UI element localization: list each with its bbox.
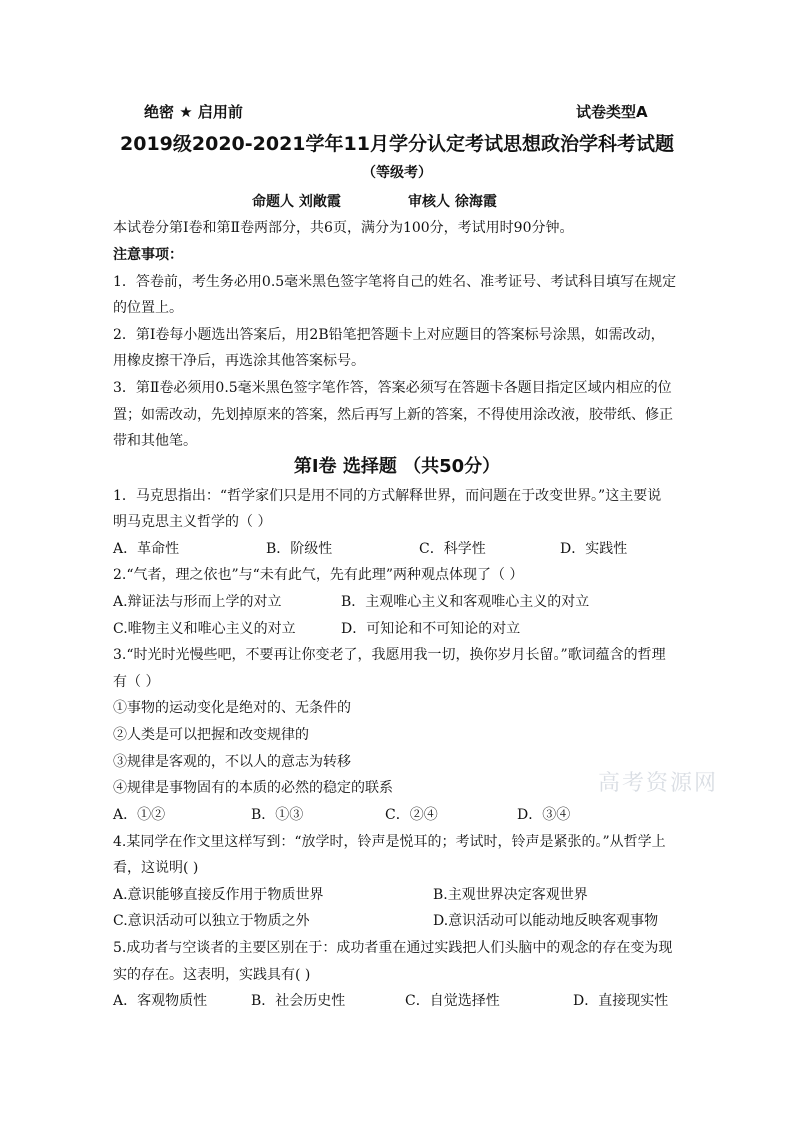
q3-option-b: B．①③: [251, 807, 304, 823]
q3-stem-line-1: 3.“时光时光慢些吧，不要再让你变老了，我愿用我一切，换你岁月长留。”歌词蕴含的哲理: [113, 647, 666, 663]
paper-type-label: 试卷类型A: [576, 103, 648, 121]
exam-subtitle: （等级考）: [362, 165, 432, 181]
site-watermark: 高考资源网: [598, 771, 719, 796]
q1-stem-line-2: 明马克思主义哲学的（ ）: [113, 514, 272, 530]
q4-option-c: C.意识活动可以独立于物质之外: [113, 913, 310, 929]
q4-stem-line-2: 看，这说明( ): [113, 860, 199, 876]
intro-text: 本试卷分第Ⅰ卷和第Ⅱ卷两部分，共6页，满分为100分，考试用时90分钟。: [113, 220, 574, 236]
note-2-line-2: 用橡皮擦干净后，再选涂其他答案标号。: [113, 353, 365, 369]
q1-stem-line-1: 1．马克思指出：“哲学家们只是用不同的方式解释世界，而问题在于改变世界。”这主要说: [113, 488, 662, 504]
q3-item-2: ②人类是可以把握和改变规律的: [113, 727, 309, 743]
q5-option-a: A．客观物质性: [113, 993, 208, 1009]
note-3-line-1: 3．第Ⅱ卷必须用0.5毫米黑色签字笔作答，答案必须写在答题卡各题目指定区域内相应的位: [113, 380, 672, 396]
q3-option-a: A．①②: [113, 807, 166, 823]
note-3-line-3: 带和其他笔。: [113, 433, 197, 449]
q1-option-d: D．实践性: [560, 541, 628, 557]
confidential-label: 绝密 ★ 启用前: [144, 103, 243, 121]
q5-option-d: D．直接现实性: [573, 993, 669, 1009]
note-2-line-1: 2．第Ⅰ卷每小题选出答案后，用2B铅笔把答题卡上对应题目的答案标号涂黑，如需改动，: [113, 327, 665, 343]
q3-option-c: C．②④: [385, 807, 438, 823]
note-1-line-1: 1．答卷前，考生务必用0.5毫米黑色签字笔将自己的姓名、准考证号、考试科目填写在规定: [113, 274, 677, 290]
q2-option-b: B．主观唯心主义和客观唯心主义的对立: [341, 594, 590, 610]
q4-stem-line-1: 4.某同学在作文里这样写到：“放学时，铃声是悦耳的；考试时，铃声是紧张的。”从哲学上: [113, 834, 666, 850]
q1-option-a: A．革命性: [113, 541, 180, 557]
q3-stem-line-2: 有（ ）: [113, 674, 160, 690]
q2-option-a: A.辩证法与形而上学的对立: [113, 594, 282, 610]
q2-stem: 2.“气者，理之依也”与“未有此气，先有此理”两种观点体现了（ ）: [113, 567, 524, 583]
q1-option-c: C．科学性: [419, 541, 486, 557]
q2-option-d: D．可知论和不可知论的对立: [341, 621, 521, 637]
q4-option-a: A.意识能够直接反作用于物质世界: [113, 887, 324, 903]
note-3-line-2: 置；如需改动，先划掉原来的答案，然后再写上新的答案，不得使用涂改液，胶带纸、修正: [113, 407, 673, 423]
q5-stem-line-2: 实的存在。这表明，实践具有( ): [113, 967, 311, 983]
q5-option-b: B．社会历史性: [251, 993, 346, 1009]
q3-item-3: ③规律是客观的，不以人的意志为转移: [113, 754, 351, 770]
q4-option-b: B.主观世界决定客观世界: [433, 887, 588, 903]
exam-title: 2019级2020-2021学年11月学分认定考试思想政治学科考试题: [120, 133, 674, 155]
q3-option-d: D．③④: [517, 807, 571, 823]
reviewer-label: 审核人 徐海霞: [408, 194, 497, 210]
q4-option-d: D.意识活动可以能动地反映客观事物: [433, 913, 659, 929]
notes-heading: 注意事项：: [113, 247, 183, 263]
q3-item-1: ①事物的运动变化是绝对的、无条件的: [113, 700, 351, 716]
q2-option-c: C.唯物主义和唯心主义的对立: [113, 621, 296, 637]
q1-option-b: B．阶级性: [266, 541, 333, 557]
author-label: 命题人 刘敞霞: [252, 194, 341, 210]
q3-item-4: ④规律是事物固有的本质的必然的稳定的联系: [113, 780, 393, 796]
section-title: 第Ⅰ卷 选择题 （共50分）: [293, 456, 501, 477]
note-1-line-2: 的位置上。: [113, 300, 183, 316]
q5-stem-line-1: 5.成功者与空谈者的主要区别在于：成功者重在通过实践把人们头脑中的观念的存在变为现: [113, 940, 673, 956]
q5-option-c: C．自觉选择性: [405, 993, 500, 1009]
